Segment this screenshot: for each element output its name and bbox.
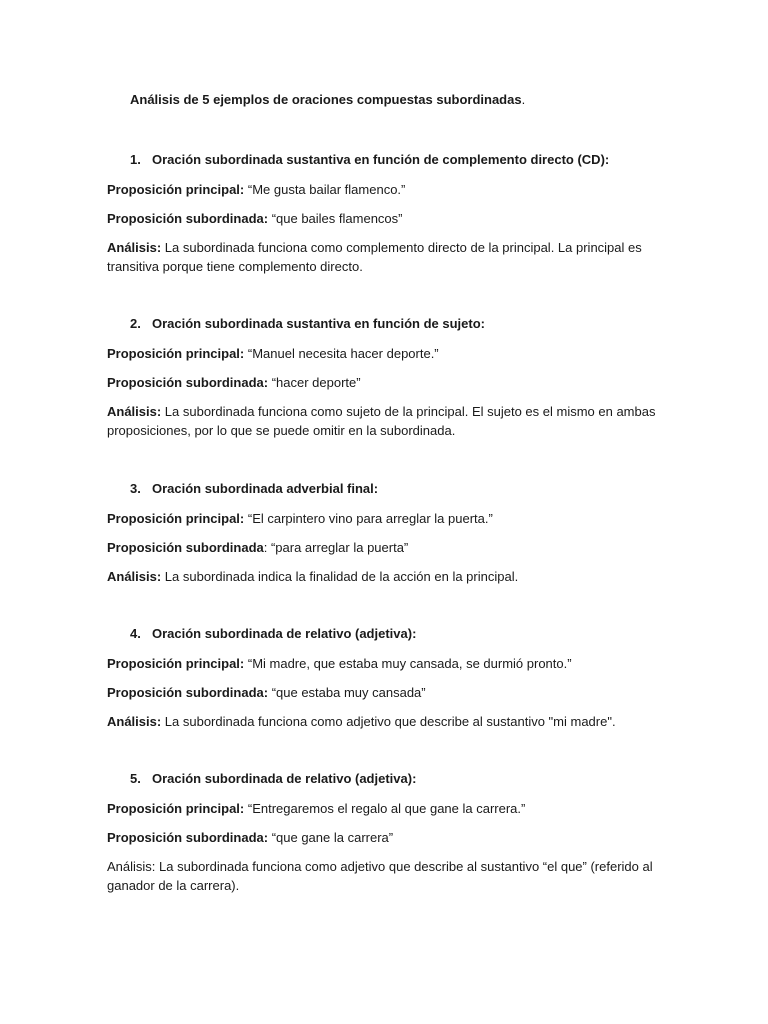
analisis-text: La subordinada funciona como adjetivo que describe al sustantivo "mi madre". xyxy=(161,714,616,729)
principal-label: Proposición principal: xyxy=(107,511,245,526)
principal-paragraph xyxy=(107,654,667,673)
section-number: 1. xyxy=(130,152,141,167)
section-heading-text: Oración subordinada sustantiva en función de complemento directo (CD): xyxy=(152,152,610,167)
analisis-label: Análisis: xyxy=(107,859,156,874)
analisis-text: La subordinada funciona como adjetivo que describe al sustantivo “el que” (referido al ganador de la carrera). xyxy=(107,859,653,893)
section-heading-text: Oración subordinada adverbial final: xyxy=(152,481,379,496)
subordinada-text: “hacer deporte” xyxy=(268,375,361,390)
principal-paragraph xyxy=(107,799,667,818)
section-heading-text: Oración subordinada sustantiva en función de sujeto: xyxy=(152,316,485,331)
analisis-label: Análisis: xyxy=(107,404,162,419)
section-5 xyxy=(107,770,667,905)
section-heading xyxy=(130,770,667,788)
principal-text: “Manuel necesita hacer deporte.” xyxy=(244,346,439,361)
principal-paragraph xyxy=(107,180,667,199)
section-heading xyxy=(130,151,667,169)
section-1 xyxy=(107,151,667,286)
section-number: 3. xyxy=(130,481,141,496)
analisis-text: La subordinada funciona como complemento directo de la principal. La principal es transitiva porque tiene complemento directo. xyxy=(107,240,642,274)
subordinada-paragraph xyxy=(107,373,667,392)
subordinada-text: “que gane la carrera” xyxy=(268,830,394,845)
analisis-label: Análisis: xyxy=(107,240,162,255)
principal-text: “Mi madre, que estaba muy cansada, se durmió pronto.” xyxy=(244,656,572,671)
principal-label: Proposición principal: xyxy=(107,801,245,816)
document-title-text: Análisis de 5 ejemplos de oraciones compuestas subordinadas xyxy=(130,92,522,107)
subordinada-paragraph xyxy=(107,209,667,228)
principal-label: Proposición principal: xyxy=(107,656,245,671)
section-3 xyxy=(107,480,667,596)
subordinada-label: Proposición subordinada: xyxy=(107,830,269,845)
subordinada-text: “que estaba muy cansada” xyxy=(268,685,426,700)
analisis-label: Análisis: xyxy=(107,569,162,584)
document-title xyxy=(130,92,525,107)
section-heading xyxy=(130,480,667,498)
subordinada-label: Proposición subordinada: xyxy=(107,375,269,390)
section-2 xyxy=(107,315,667,450)
subordinada-label: Proposición subordinada: xyxy=(107,211,269,226)
section-number: 5. xyxy=(130,771,141,786)
section-heading xyxy=(130,625,667,643)
principal-text: “Me gusta bailar flamenco.” xyxy=(244,182,406,197)
principal-text: “El carpintero vino para arreglar la puerta.” xyxy=(244,511,493,526)
section-heading xyxy=(130,315,667,333)
subordinada-label: Proposición subordinada xyxy=(107,540,264,555)
analisis-paragraph xyxy=(107,712,667,731)
analisis-text: La subordinada funciona como sujeto de la principal. El sujeto es el mismo en ambas proposiciones, por lo que se puede omitir en la subordinada. xyxy=(107,404,656,438)
analisis-paragraph xyxy=(107,857,667,895)
subordinada-paragraph xyxy=(107,828,667,847)
principal-paragraph xyxy=(107,509,667,528)
analisis-text: La subordinada indica la finalidad de la acción en la principal. xyxy=(161,569,519,584)
section-heading-text: Oración subordinada de relativo (adjetiva): xyxy=(152,626,417,641)
analisis-label: Análisis: xyxy=(107,714,162,729)
subordinada-paragraph xyxy=(107,538,667,557)
analisis-paragraph xyxy=(107,402,667,440)
principal-text: “Entregaremos el regalo al que gane la carrera.” xyxy=(244,801,526,816)
subordinada-label: Proposición subordinada: xyxy=(107,685,269,700)
document-title-period: . xyxy=(521,92,526,107)
section-heading-text: Oración subordinada de relativo (adjetiva): xyxy=(152,771,417,786)
subordinada-paragraph xyxy=(107,683,667,702)
section-number: 4. xyxy=(130,626,141,641)
subordinada-text: : “para arreglar la puerta” xyxy=(263,540,409,555)
section-number: 2. xyxy=(130,316,141,331)
principal-label: Proposición principal: xyxy=(107,346,245,361)
analisis-paragraph xyxy=(107,238,667,276)
principal-paragraph xyxy=(107,344,667,363)
section-4 xyxy=(107,625,667,741)
subordinada-text: “que bailes flamencos” xyxy=(268,211,403,226)
principal-label: Proposición principal: xyxy=(107,182,245,197)
analisis-paragraph xyxy=(107,567,667,586)
